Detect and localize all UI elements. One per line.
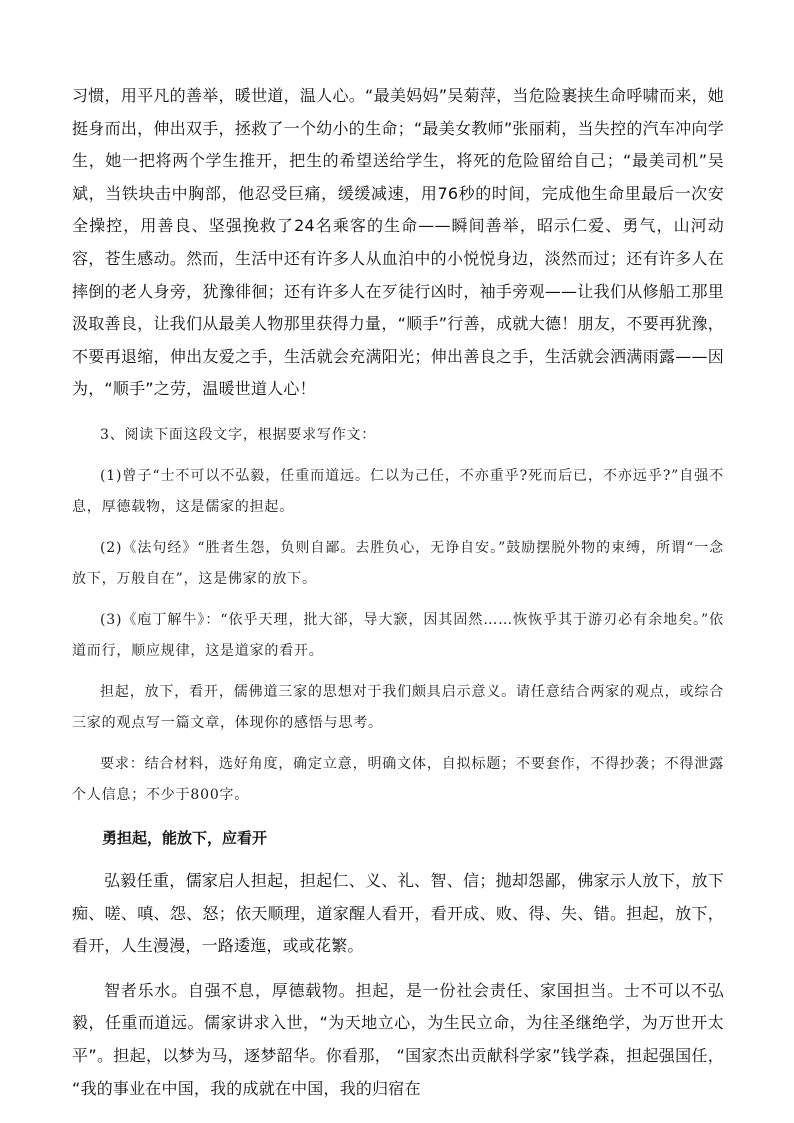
- intro-paragraph: 习惯，用平凡的善举，暖世道，温人心。“最美妈妈”吴菊萍，当危险裹挟生命呼啸而来，她挺身而出，伸出双手，拯救了一个幼小的生命；“最美女教师”张丽莉，当失控的汽车冲向学生，她一把将两个学生推开，把生的希望送给学生，将死的危险留给自己；“最美司机”吴斌，当铁块击中胸部，他忍受巨痛，缓缓减速，用76秒的时间，完成他生命里最后一次安全操控，用善良、坚强挽救了24名乘客的生命——瞬间善举，昭示仁爱、勇气，山河动容，苍生感动。然而，生活中还有许多人从血泊中的小悦悦身边，淡然而过；还有许多人在摔倒的老人身旁，犹豫徘徊；还有许多人在歹徒行凶时，袖手旁观——让我们从修船工那里汲取善良，让我们从最美人物那里获得力量，“顺手”行善，成就大德！朋友，不要再犹豫，不要再退缩，伸出友爱之手，生活就会充满阳光；伸出善良之手，生活就会洒满雨露——因为，“顺手”之劳，温暖世道人心！: [72, 86, 724, 399]
- essay-title: 勇担起，能放下，应看开: [102, 828, 268, 847]
- document-page: [72, 80, 724, 1105]
- question-item-3: (3)《庖丁解牛》：“依乎天理，批大郤，导大窾，因其固然……恢恢乎其于游刃必有余地矣。”依道而行，顺应规律，这是道家的看开。: [72, 611, 724, 659]
- question-item-2: (2)《法句经》“胜者生怨，负则自鄙。去胜负心，无诤自安。”鼓励摆脱外物的束缚，所谓“一念放下，万般自在”，这是佛家的放下。: [72, 539, 724, 587]
- question-prompt: 担起，放下，看开，儒佛道三家的思想对于我们颇具启示意义。请任意结合两家的观点，或综合三家的观点写一篇文章，体现你的感悟与思考。: [72, 683, 724, 731]
- question-heading: 3、阅读下面这段文字，根据要求写作文：: [100, 426, 377, 443]
- question-item-1: (1)曾子“士不可以不弘毅，任重而道远。仁以为己任，不亦重乎?死而后已，不亦远乎?”自强不息，厚德载物，这是儒家的担起。: [72, 467, 724, 515]
- essay-paragraph-1: 弘毅任重，儒家启人担起，担起仁、义、礼、智、信；抛却怨鄙，佛家示人放下，放下痴、嗟、嗔、怨、怒；依天顺理，道家醒人看开，看开成、败、得、失、错。担起，放下，看开，人生漫漫，一路逶迤，或或花繁。: [72, 870, 724, 956]
- essay-paragraph-2: 智者乐水。自强不息，厚德载物。担起，是一份社会责任、家国担当。士不可以不弘毅，任重而道远。儒家讲求入世，“为天地立心，为生民立命，为往圣继绝学，为万世开太平”。担起，以梦为马，逐梦韶华。你看那， “国家杰出贡献科学家”钱学森，担起强国任， “我的事业在中国，我的成就在中国，我的归宿在: [72, 980, 724, 1098]
- question-requirements: 要求：结合材料，选好角度，确定立意，明确文体，自拟标题；不要套作，不得抄袭；不得泄露个人信息；不少于800字。: [72, 755, 724, 803]
